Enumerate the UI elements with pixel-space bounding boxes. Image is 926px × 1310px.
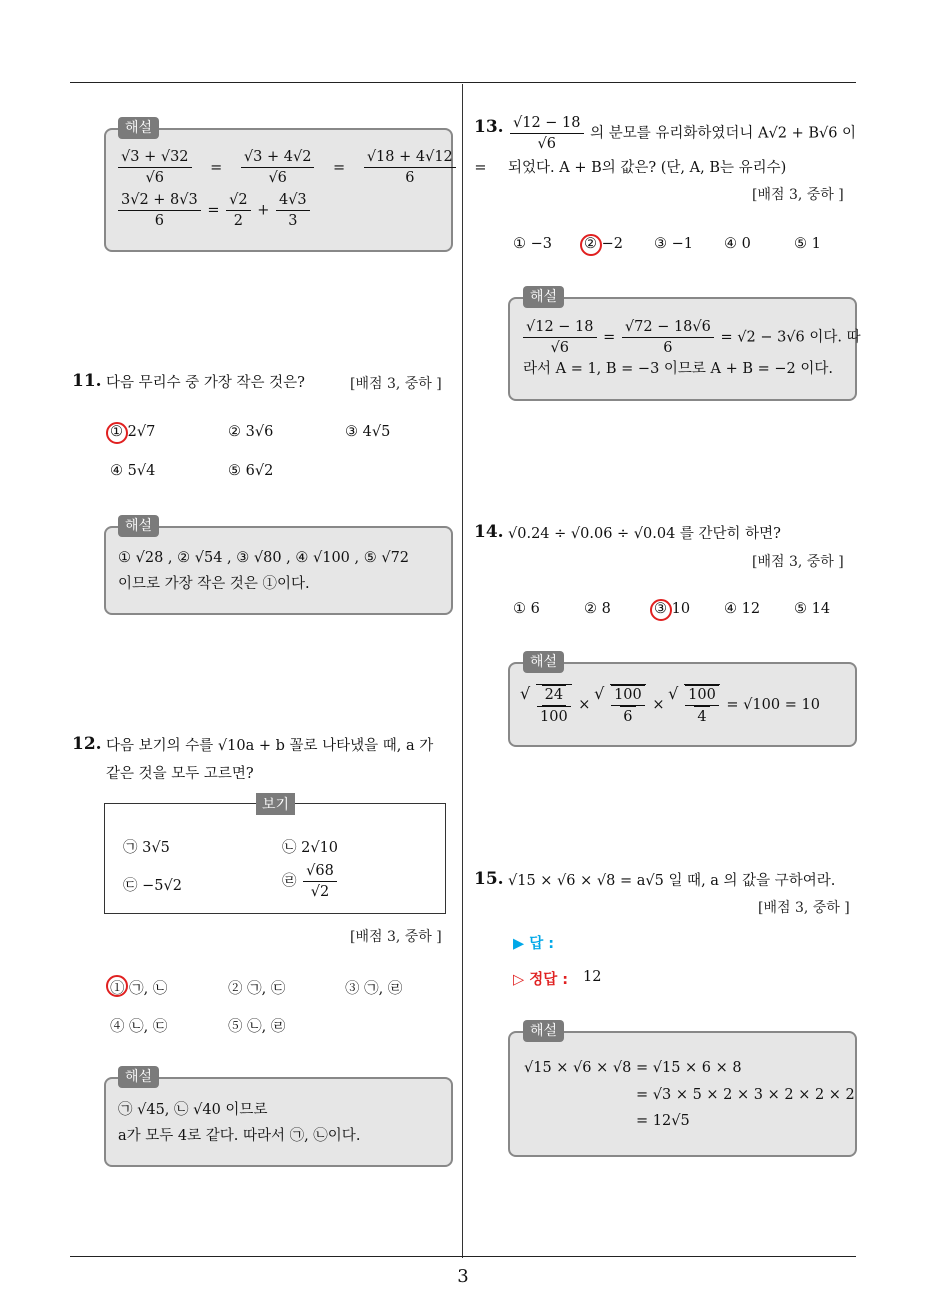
q14-number: 14. — [474, 522, 504, 542]
q12-option-1[interactable]: ① ㉠, ㉡ — [110, 981, 168, 997]
q14-option-3[interactable]: ③ 10 — [654, 601, 691, 617]
q12-answer-mark — [106, 975, 128, 997]
q10-explanation-tag: 해설 — [118, 117, 159, 139]
q15-correct-answer-value: 12 — [583, 969, 602, 985]
q12-explanation-line1: ㉠ √45, ㉡ √40 이므로 — [118, 1102, 268, 1118]
q11-explanation-box — [104, 526, 453, 615]
q11-number: 11. — [72, 371, 102, 391]
q12-explanation-line2: a가 모두 4로 같다. 따라서 ㉠, ㉡이다. — [118, 1128, 361, 1144]
q12-option-2[interactable]: ② ㉠, ㉢ — [228, 981, 286, 997]
q15-explanation-line1: √15 × √6 × √8 = √15 × 6 × 8 — [524, 1060, 742, 1076]
top-rule — [70, 82, 856, 83]
q13-question-line1: $\frac{√12 - 18}{√6}$ 의 분모를 유리화하였더니 A√2 + B√6 이 — [508, 114, 856, 153]
q12-meta: [배점 3, 중하 ] — [350, 929, 442, 945]
q15-correct-answer-label: ▷ 정답 : — [513, 972, 569, 988]
q14-question: √0.24 ÷ √0.06 ÷ √0.04 를 간단히 하면? — [508, 526, 781, 542]
q13-option-4[interactable]: ④ 0 — [724, 236, 751, 252]
q14-option-5[interactable]: ⑤ 14 — [794, 601, 831, 617]
bottom-rule — [70, 1256, 856, 1257]
q13-option-3[interactable]: ③ −1 — [654, 236, 693, 252]
q14-meta: [배점 3, 중하 ] — [752, 554, 844, 570]
q11-explanation-line1: ① √28 , ② √54 , ③ √80 , ④ √100 , ⑤ √72 — [118, 550, 410, 566]
q14-option-4[interactable]: ④ 12 — [724, 601, 761, 617]
page-number: 3 — [457, 1266, 469, 1287]
q15-explanation-line3: = 12√5 — [636, 1113, 690, 1129]
q12-bogi-3: ㉢ −5√2 — [123, 878, 182, 894]
q12-question-line1: 다음 보기의 수를 √10a + b 꼴로 나타냈을 때, a 가 — [106, 738, 434, 754]
q11-option-3[interactable]: ③ 4√5 — [345, 424, 391, 440]
q14-answer-mark — [650, 599, 672, 621]
q11-option-1[interactable]: ① 2√7 — [110, 424, 156, 440]
q11-explanation-line2: 이므로 가장 작은 것은 ①이다. — [118, 576, 310, 592]
q15-answer-field[interactable]: ▶ 답 : — [513, 936, 555, 952]
q12-explanation-box — [104, 1077, 453, 1167]
q13-explanation-line2: 라서 A = 1, B = −3 이므로 A + B = −2 이다. — [523, 361, 834, 377]
q11-explanation-tag: 해설 — [118, 515, 159, 537]
q11-answer-mark — [106, 422, 128, 444]
q11-option-2[interactable]: ② 3√6 — [228, 424, 274, 440]
q10-explanation-line1: $\frac{√3 + √32}{√6}$ = $\frac{√3 + 4√2}{√6}$ = $\frac{√18 + 4√12}{6}$ = — [116, 148, 487, 187]
q12-bogi-box — [104, 803, 446, 914]
q12-explanation-tag: 해설 — [118, 1066, 159, 1088]
q10-explanation-line2: $\frac{3√2 + 8√3}{6}$ = $\frac{√2}{2}$ + $\frac{4√3}{3}$ — [116, 191, 312, 230]
q13-question-line2: 되었다. A + B의 값은? (단, A, B는 유리수) — [508, 160, 787, 176]
q13-explanation-tag: 해설 — [523, 286, 564, 308]
q15-explanation-tag: 해설 — [523, 1020, 564, 1042]
q14-explanation-line1: √ $\frac{24}{100}$ × √ $\frac{100}{6}$ × √ $\frac{100}{4}$ = √100 = 10 — [521, 684, 820, 726]
q12-number: 12. — [72, 734, 102, 754]
q15-explanation-line2: = √3 × 5 × 2 × 3 × 2 × 2 × 2 — [636, 1087, 855, 1103]
q11-question: 다음 무리수 중 가장 작은 것은? — [106, 375, 305, 391]
q11-option-5[interactable]: ⑤ 6√2 — [228, 463, 274, 479]
q14-explanation-tag: 해설 — [523, 651, 564, 673]
q13-meta: [배점 3, 중하 ] — [752, 187, 844, 203]
q13-option-2[interactable]: ② −2 — [584, 236, 623, 252]
q13-number: 13. — [474, 117, 504, 137]
q12-bogi-1: ㉠ 3√5 — [123, 840, 170, 856]
q13-answer-mark — [580, 234, 602, 256]
q12-option-3[interactable]: ③ ㉠, ㉣ — [345, 981, 403, 997]
q12-bogi-tag: 보기 — [256, 793, 295, 815]
q13-option-1[interactable]: ① −3 — [513, 236, 552, 252]
column-divider — [462, 84, 463, 1258]
q14-option-1[interactable]: ① 6 — [513, 601, 540, 617]
q12-question-line2: 같은 것을 모두 고르면? — [106, 766, 254, 782]
q12-bogi-4: ㉣ $\frac{√68}{√2}$ — [282, 862, 339, 901]
q12-bogi-2: ㉡ 2√10 — [282, 840, 339, 856]
q15-meta: [배점 3, 중하 ] — [758, 900, 850, 916]
q11-option-4[interactable]: ④ 5√4 — [110, 463, 156, 479]
q11-meta: [배점 3, 중하 ] — [350, 376, 442, 392]
q15-number: 15. — [474, 869, 504, 889]
q13-explanation-line1: $\frac{√12 - 18}{√6}$ = $\frac{√72 - 18√6}{6}$ = √2 − 3√6 이다. 따 — [521, 318, 861, 357]
q13-option-5[interactable]: ⑤ 1 — [794, 236, 821, 252]
q15-question: √15 × √6 × √8 = a√5 일 때, a 의 값을 구하여라. — [508, 873, 836, 889]
q10-explanation-box — [104, 128, 453, 252]
q12-option-4[interactable]: ④ ㉡, ㉢ — [110, 1019, 168, 1035]
q12-option-5[interactable]: ⑤ ㉡, ㉣ — [228, 1019, 286, 1035]
q14-option-2[interactable]: ② 8 — [584, 601, 611, 617]
